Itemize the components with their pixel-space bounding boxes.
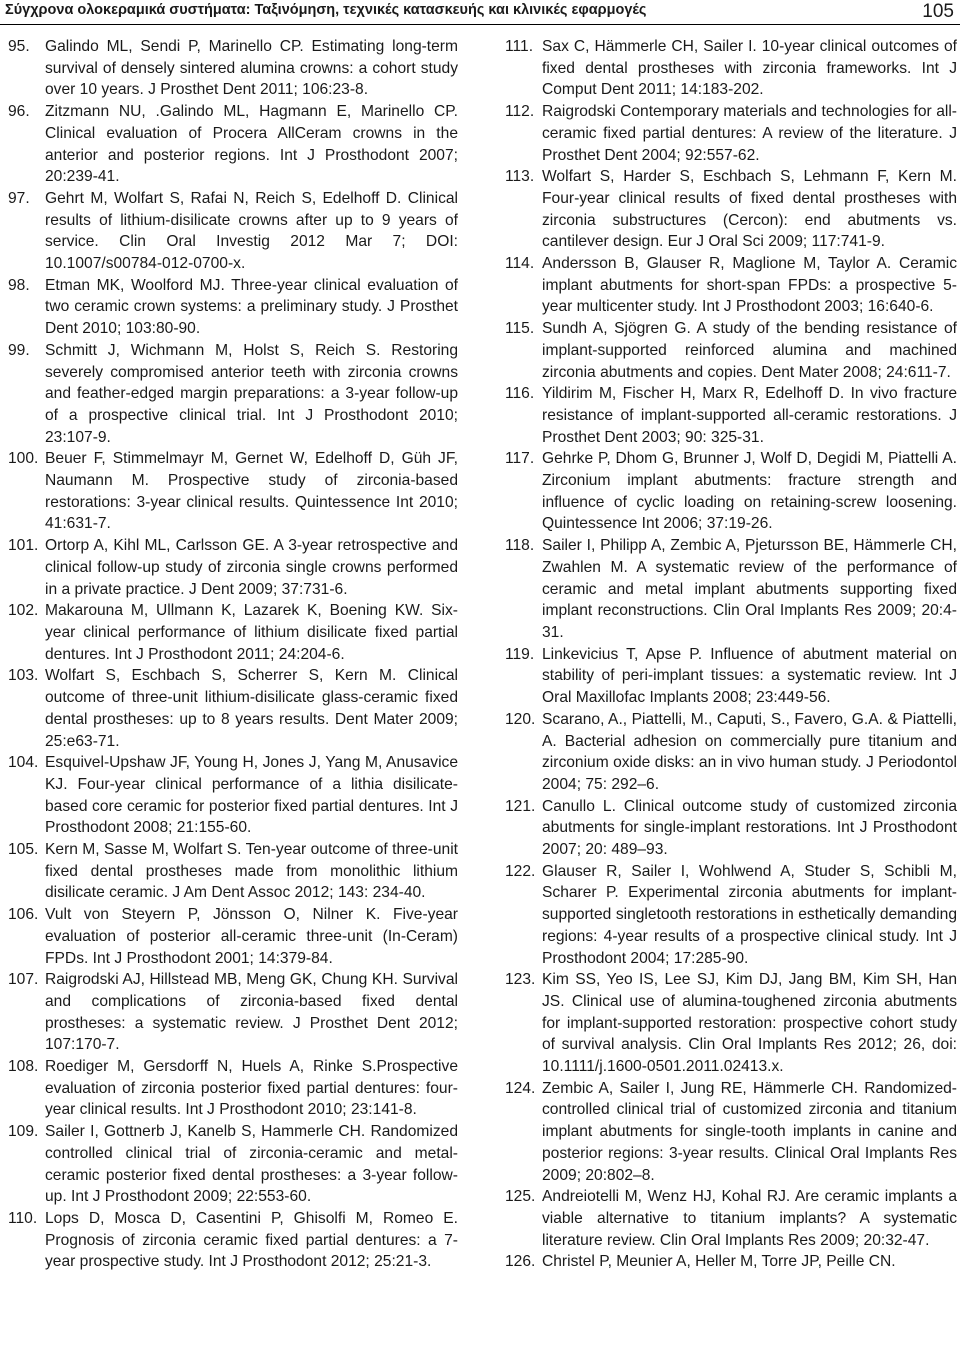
reference-item [8, 839, 458, 904]
reference-text: Galindo ML, Sendi P, Marinello CP. Estimating long-term survival of densely sintered alumina crowns: a cohort study over 10 years. J Prosthet Dent 2011; 106:23-8. [45, 38, 458, 99]
reference-text: Gehrt M, Wolfart S, Rafai N, Reich S, Edelhoff D. Clinical results of lithium-disilicate crowns after up to 9 years of service. Clin Oral Investig 2012 Mar 7; DOI: 10.1007/s00784-012-0700-x. [45, 189, 458, 273]
reference-text: Glauser R, Sailer I, Wohlwend A, Studer S, Schibli M, Scharer P. Experimental zirconia abutments for implant-supported singletooth restorations in esthetically demanding regions: 4-year results of a prospective clinical study. Int J Prosthodont 2004; 17:285-90. [542, 862, 957, 967]
reference-text: Sailer I, Gottnerb J, Kanelb S, Hammerle CH. Randomized controlled clinical trial of zirconia-ceramic and metal-ceramic posterior fixed dental prostheses: a 3-year follow-up. Int J Prosthodont 2009; 22:553-60. [45, 1123, 458, 1206]
reference-number: 122. [505, 862, 536, 880]
reference-number: 103. [8, 667, 39, 685]
reference-number: 116. [505, 385, 535, 403]
reference-text: Sailer I, Philipp A, Zembic A, Pjetursson BE, Hämmerle CH, Zwahlen M. A systematic review of the performance of ceramic and metal implant abutments supporting fixed implant reconstructions. Clin Oral Implants Res 2009; 20:4-31. [542, 537, 957, 641]
running-title: Σύγχρονα ολοκεραμικά συστήματα: Ταξινόμηση, τεχνικές κατασκευής και κλινικές εφαρμογές [5, 2, 647, 18]
reference-text: Canullo L. Clinical outcome study of customized zirconia abutments for single-implant restorations. Int J Prosthodont 2007; 20: 489–93. [542, 797, 957, 859]
reference-item [505, 1078, 957, 1187]
reference-text: Scarano, A., Piattelli, M., Caputi, S., Favero, G.A. & Piattelli, A. Bacterial adhesion on commercially pure titanium and zirconium oxide disks: an in vivo human study. J Periodontol 2004; 75: 292–6. [542, 710, 957, 793]
reference-item [505, 166, 957, 253]
reference-number: 107. [8, 971, 39, 989]
reference-number: 98. [8, 276, 30, 294]
references-right-column [505, 36, 957, 1273]
reference-number: 111. [505, 38, 534, 55]
reference-item [8, 1208, 458, 1273]
reference-text: Zembic A, Sailer I, Jung RE, Hämmerle CH. Randomized-controlled clinical trial of customized zirconia and titanium implant abutments for single-tooth implants in canine and posterior regions: 3-year results. Clinical Oral Implants Res 2009; 20:802–8. [542, 1079, 957, 1184]
reference-number: 96. [8, 103, 30, 121]
reference-item [505, 101, 957, 166]
reference-text: Raigrodski AJ, Hillstead MB, Meng GK, Chung KH. Survival and complications of zirconia-based fixed dental prostheses: a systematic review. J Prosthet Dent 2012; 107:170-7. [45, 971, 458, 1054]
reference-item [8, 1056, 458, 1121]
reference-number: 112. [505, 103, 535, 121]
reference-text: Beuer F, Stimmelmayr M, Gernet W, Edelhoff D, Güh JF, Naumann M. Prospective study of zirconia-based restorations: 3-year clinical results. Quintessence Int 2010; 41:631-7. [45, 450, 458, 533]
reference-text: Ortorp A, Kihl ML, Carlsson GE. A 3-year retrospective and clinical follow-up study of zirconia single crowns performed in a private practice. J Dent 2009; 37:731-6. [45, 537, 458, 598]
reference-number: 99. [8, 341, 30, 359]
reference-item [505, 318, 957, 383]
reference-item [8, 752, 458, 839]
reference-item [8, 340, 458, 449]
reference-text: Lops D, Mosca D, Casentini P, Ghisolfi M, Romeo E. Prognosis of zirconia ceramic fixed partial dentures: a 7-year prospective study. Int J Prosthodont 2012; 25:21-3. [45, 1209, 458, 1271]
reference-item [8, 665, 458, 752]
reference-number: 104. [8, 754, 39, 772]
reference-number: 108. [8, 1058, 39, 1076]
reference-text: Etman MK, Woolford MJ. Three-year clinical evaluation of two ceramic crown systems: a preliminary study. J Prosthet Dent 2010; 103:80-90. [45, 276, 458, 338]
reference-item [505, 383, 957, 448]
reference-number: 123. [505, 971, 536, 989]
reference-item [505, 644, 957, 709]
reference-item [505, 448, 957, 535]
reference-number: 120. [505, 710, 536, 728]
reference-text: Zitzmann NU, .Galindo ML, Hagmann E, Marinello CP. Clinical evaluation of Procera AllCeram crowns in the anterior and posterior regions. Int J Prosthodont 2007; 20:239-41. [45, 103, 458, 186]
reference-number: 119. [505, 645, 535, 663]
reference-text: Raigrodski Contemporary materials and technologies for all-ceramic fixed partial dentures: A review of the literature. J Prosthet Dent 2004; 92:557-62. [542, 103, 957, 164]
reference-number: 125. [505, 1188, 536, 1206]
page-number: 105 [922, 1, 954, 22]
reference-text: Roediger M, Gersdorff N, Huels A, Rinke S.Prospective evaluation of zirconia posterior fixed partial dentures: four-year clinical results. Int J Prosthodont 2010; 23:141-8. [45, 1058, 458, 1119]
reference-item [505, 535, 957, 644]
reference-item [505, 1251, 957, 1273]
reference-number: 102. [8, 602, 39, 620]
reference-text: Makarouna M, Ullmann K, Lazarek K, Boening KW. Six-year clinical performance of lithium disilicate fixed partial dentures. Int J Prosthodont 2011; 24:204-6. [45, 602, 458, 663]
reference-text: Kern M, Sasse M, Wolfart S. Ten-year outcome of three-unit fixed dental prostheses made from monolithic lithium disilicate ceramic. J Am Dent Assoc 2012; 143: 234-40. [45, 841, 458, 902]
reference-number: 97. [8, 189, 30, 207]
reference-number: 100. [8, 450, 39, 468]
reference-item [505, 36, 957, 101]
reference-item [8, 600, 458, 665]
reference-number: 113. [505, 168, 535, 186]
reference-item [8, 36, 458, 101]
reference-text: Andreiotelli M, Wenz HJ, Kohal RJ. Are ceramic implants a viable alternative to titanium implants? A systematic literature review. Clin Oral Implants Res 2009; 20:32-47. [542, 1188, 957, 1249]
reference-number: 105. [8, 841, 39, 859]
reference-item [8, 448, 458, 535]
reference-text: Yildirim M, Fischer H, Marx R, Edelhoff D. In vivo fracture resistance of implant-supported all-ceramic restorations. J Prosthet Dent 2003; 90: 325-31. [542, 385, 957, 446]
reference-item [505, 861, 957, 970]
reference-number: 117. [505, 450, 535, 468]
reference-item [8, 904, 458, 969]
reference-text: Christel P, Meunier A, Heller M, Torre JP, Peille CN. [542, 1253, 896, 1271]
reference-text: Vult von Steyern P, Jönsson O, Nilner K. Five-year evaluation of posterior all-ceramic three-unit (In-Ceram) FPDs. Int J Prosthodont 2001; 14:379-84. [45, 906, 458, 967]
reference-item [8, 969, 458, 1056]
reference-text: Wolfart S, Eschbach S, Scherrer S, Kern M. Clinical outcome of three-unit lithium-disilicate glass-ceramic fixed dental prostheses: up to 8 years results. Dent Mater 2009; 25:e63-71. [45, 667, 458, 750]
page-header [0, 0, 960, 25]
reference-item [8, 188, 458, 275]
reference-text: Esquivel-Upshaw JF, Young H, Jones J, Yang M, Anusavice KJ. Four-year clinical performance of a lithia disilicate-based core ceramic for posterior fixed partial dentures. Int J Prosthodont 2008; 21:155-60. [45, 754, 458, 837]
reference-text: Sax C, Hämmerle CH, Sailer I. 10-year clinical outcomes of fixed dental prostheses with zirconia frameworks. Int J Comput Dent 2011; 14:183-202. [542, 38, 957, 99]
reference-text: Linkevicius T, Apse P. Influence of abutment material on stability of peri-implant tissues: a systematic review. Int J Oral Maxillofac Implants 2008; 23:449-56. [542, 645, 957, 707]
reference-text: Sundh A, Sjögren G. A study of the bending resistance of implant-supported reinforced alumina and machined zirconia abutments and copies. Dent Mater 2008; 24:611-7. [542, 320, 957, 381]
reference-item [8, 275, 458, 340]
reference-number: 114. [505, 255, 535, 273]
reference-number: 95. [8, 38, 30, 55]
reference-item [505, 253, 957, 318]
reference-item [505, 709, 957, 796]
reference-text: Schmitt J, Wichmann M, Holst S, Reich S. Restoring severely compromised anterior teeth with zirconia crowns and feather-edged margin preparations: a 3-year follow-up of a prospective clinical trial. Int J Prosthodont 2010; 23:107-9. [45, 341, 458, 446]
reference-item [8, 101, 458, 188]
reference-number: 106. [8, 906, 39, 924]
reference-text: Gehrke P, Dhom G, Brunner J, Wolf D, Degidi M, Piattelli A. Zirconium implant abutments: fracture strength and influence of cyclic loading on retaining-screw loosening. Quintessence Int 2006; 37:19-26. [542, 450, 957, 533]
references-left-column [8, 36, 458, 1273]
reference-item [505, 1186, 957, 1251]
reference-number: 101. [8, 537, 39, 555]
reference-number: 124. [505, 1079, 536, 1097]
reference-text: Andersson B, Glauser R, Maglione M, Taylor A. Ceramic implant abutments for short-span FPDs: a prospective 5-year multicenter study. Int J Prosthodont 2003; 16:640-6. [542, 255, 957, 316]
reference-number: 110. [8, 1209, 38, 1227]
reference-item [8, 535, 458, 600]
reference-item [505, 796, 957, 861]
reference-number: 118. [505, 537, 535, 555]
reference-number: 115. [505, 320, 535, 338]
reference-text: Kim SS, Yeo IS, Lee SJ, Kim DJ, Jang BM, Kim SH, Han JS. Clinical use of alumina-toughened zirconia abutments for implant-supported restoration: prospective cohort study of survival analysis. Clin Oral Implants Res 2012; 26, doi: 10.1111/j.1600-0501.2011.02413.x. [542, 971, 957, 1076]
reference-number: 126. [505, 1253, 536, 1271]
reference-number: 121. [505, 797, 536, 815]
reference-number: 109. [8, 1123, 39, 1141]
reference-item [505, 969, 957, 1078]
reference-text: Wolfart S, Harder S, Eschbach S, Lehmann F, Kern M. Four-year clinical results of fixed dental prostheses with zirconia substructures (Cercon): end abutments vs. cantilever design. Eur J Oral Sci 2009; 117:741-9. [542, 168, 957, 251]
reference-item [8, 1121, 458, 1208]
